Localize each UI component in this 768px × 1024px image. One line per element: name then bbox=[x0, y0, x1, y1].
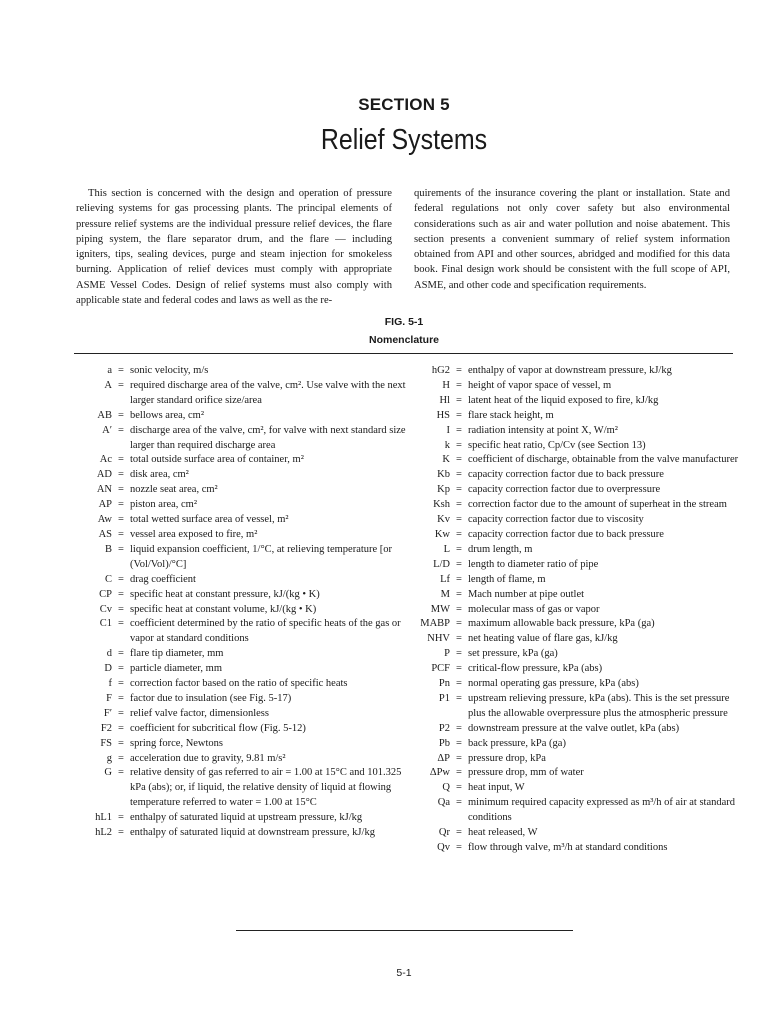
term-definition: coefficient determined by the ratio of specific heats of the gas or vapor at standard conditions bbox=[130, 618, 401, 645]
intro-paragraph-right: quirements of the insurance covering the plant or installation. State and federal regulations not only cover safety but also environmental considerations such as air and water pollution and noise abatement. This section presents a convenient summary of relief system information obtained from API and other sources, abridged and modified for this data book. Final design work should be consistent with the full scope of API, ASME, and other code and specification requirements. bbox=[414, 188, 730, 291]
term-definition: relief valve factor, dimensionless bbox=[130, 707, 269, 719]
term-definition: enthalpy of saturated liquid at upstream pressure, kJ/kg bbox=[130, 812, 363, 824]
term-symbol: L/D bbox=[433, 558, 450, 570]
term-definition: minimum required capacity expressed as m³/h of air at standard conditions bbox=[468, 797, 736, 824]
term-symbol: G bbox=[104, 767, 112, 779]
top-rule bbox=[74, 353, 733, 354]
term-definition: total wetted surface area of vessel, m² bbox=[130, 514, 289, 526]
term-symbol: hL2 bbox=[95, 827, 112, 839]
term-symbol: F bbox=[106, 692, 112, 704]
term-symbol: AP bbox=[98, 499, 112, 511]
term-symbol: P bbox=[444, 648, 450, 660]
nomenclature-row: a = sonic velocity, m/s bbox=[76, 364, 406, 379]
term-symbol: Ksh bbox=[433, 499, 450, 511]
term-definition: heat input, W bbox=[468, 782, 525, 794]
term-definition: length to diameter ratio of pipe bbox=[468, 558, 599, 570]
nomenclature-row: P1 = upstream relieving pressure, kPa (abs). This is the set pressure plus the allowable overpressure plus the atmospheric pressure bbox=[414, 692, 744, 722]
term-definition: flare stack height, m bbox=[468, 409, 554, 421]
term-symbol: hG2 bbox=[431, 365, 450, 376]
term-symbol: MW bbox=[430, 603, 450, 615]
nomenclature-row: ΔP = pressure drop, kPa bbox=[414, 752, 744, 767]
term-definition: normal operating gas pressure, kPa (abs) bbox=[468, 678, 639, 690]
term-symbol: Pb bbox=[438, 737, 450, 749]
term-symbol: C1 bbox=[99, 618, 112, 630]
term-symbol: k bbox=[444, 439, 450, 451]
term-symbol: PCF bbox=[431, 663, 450, 675]
term-symbol: A bbox=[104, 379, 112, 391]
term-symbol: Hl bbox=[439, 394, 450, 406]
nomenclature-row: A′ = discharge area of the valve, cm², for valve with next standard size larger than required discharge area bbox=[76, 424, 406, 454]
term-definition: disk area, cm² bbox=[130, 469, 189, 481]
term-symbol: C bbox=[104, 573, 112, 585]
term-definition: drum length, m bbox=[468, 543, 533, 555]
nomenclature-row: g = acceleration due to gravity, 9.81 m/s² bbox=[76, 752, 406, 767]
term-symbol: B bbox=[104, 543, 112, 555]
term-symbol: AD bbox=[96, 469, 112, 481]
nomenclature-row: I = radiation intensity at point X, W/m² bbox=[414, 424, 744, 439]
term-definition: pressure drop, kPa bbox=[468, 752, 546, 764]
figure-number: FIG. 5-1 bbox=[384, 316, 424, 328]
nomenclature-row: Ksh = correction factor due to the amount of superheat in the stream bbox=[414, 498, 744, 513]
term-definition: total outside surface area of container, m² bbox=[130, 454, 304, 466]
term-symbol: CP bbox=[99, 588, 112, 600]
nomenclature-row: Q = heat input, W bbox=[414, 781, 744, 796]
term-definition: heat released, W bbox=[468, 827, 538, 839]
nomenclature-row: f = correction factor based on the ratio of specific heats bbox=[76, 677, 406, 692]
term-definition: Mach number at pipe outlet bbox=[468, 588, 585, 600]
term-symbol: F2 bbox=[100, 722, 112, 734]
nomenclature-row: Lf = length of flame, m bbox=[414, 573, 744, 588]
nomenclature-row: Kb = capacity correction factor due to back pressure bbox=[414, 468, 744, 483]
nomenclature-row: HS = flare stack height, m bbox=[414, 409, 744, 424]
term-definition: bellows area, cm² bbox=[130, 409, 204, 421]
term-symbol: Kb bbox=[437, 469, 450, 481]
nomenclature-row: Cv = specific heat at constant volume, kJ/(kg • K) bbox=[76, 603, 406, 618]
term-symbol: a bbox=[107, 365, 112, 376]
nomenclature-left-column bbox=[76, 364, 406, 841]
nomenclature-row: Aw = total wetted surface area of vessel, m² bbox=[76, 513, 406, 528]
nomenclature-row: MABP = maximum allowable back pressure, kPa (ga) bbox=[414, 617, 744, 632]
nomenclature-row: Kp = capacity correction factor due to overpressure bbox=[414, 483, 744, 498]
bottom-rule bbox=[236, 930, 573, 931]
nomenclature-row: G = relative density of gas referred to air = 1.00 at 15°C and 101.325 kPa (abs); or, if liquid, the relative density of liquid at flowing temperature referred to water = 1.00 at 15°C bbox=[76, 766, 406, 811]
term-definition: height of vapor space of vessel, m bbox=[468, 379, 612, 391]
nomenclature-row: Kv = capacity correction factor due to viscosity bbox=[414, 513, 744, 528]
nomenclature-row: AD = disk area, cm² bbox=[76, 468, 406, 483]
term-definition: enthalpy of saturated liquid at downstream pressure, kJ/kg bbox=[130, 827, 375, 839]
nomenclature-row: P = set pressure, kPa (ga) bbox=[414, 647, 744, 662]
term-definition: back pressure, kPa (ga) bbox=[468, 737, 566, 749]
term-definition: radiation intensity at point X, W/m² bbox=[468, 424, 618, 436]
nomenclature-row: P2 = downstream pressure at the valve outlet, kPa (abs) bbox=[414, 722, 744, 737]
page-number: 5-1 bbox=[396, 967, 412, 979]
figure-title: Nomenclature bbox=[368, 334, 440, 346]
nomenclature-row: NHV = net heating value of flare gas, kJ/kg bbox=[414, 632, 744, 647]
term-symbol: ΔPw bbox=[429, 767, 450, 779]
term-definition: acceleration due to gravity, 9.81 m/s² bbox=[130, 752, 286, 764]
term-definition: liquid expansion coefficient, 1/°C, at relieving temperature [or (Vol/Vol)/°C] bbox=[130, 543, 393, 570]
nomenclature-row: AS = vessel area exposed to fire, m² bbox=[76, 528, 406, 543]
nomenclature-row: M = Mach number at pipe outlet bbox=[414, 588, 744, 603]
nomenclature-row: L/D = length to diameter ratio of pipe bbox=[414, 558, 744, 573]
term-symbol: f bbox=[108, 678, 112, 690]
term-definition: relative density of gas referred to air = 1.00 at 15°C and 101.325 kPa (abs); or, if liquid, the relative density of liquid at flowing temperature referred to water = 1.00 at 15°C bbox=[130, 767, 402, 809]
term-definition: length of flame, m bbox=[468, 573, 546, 585]
term-definition: nozzle seat area, cm² bbox=[130, 484, 218, 496]
nomenclature-row: Hl = latent heat of the liquid exposed to fire, kJ/kg bbox=[414, 394, 744, 409]
nomenclature-row: D = particle diameter, mm bbox=[76, 662, 406, 677]
term-definition: factor due to insulation (see Fig. 5-17) bbox=[130, 692, 292, 704]
term-definition: upstream relieving pressure, kPa (abs). This is the set pressure plus the allowable overpressure plus the atmospheric pressure bbox=[468, 692, 730, 719]
nomenclature-row: AN = nozzle seat area, cm² bbox=[76, 483, 406, 498]
term-definition: particle diameter, mm bbox=[130, 663, 222, 675]
term-symbol: ΔP bbox=[437, 752, 450, 764]
term-symbol: g bbox=[106, 752, 112, 764]
term-definition: flow through valve, m³/h at standard conditions bbox=[468, 842, 668, 853]
term-definition: required discharge area of the valve, cm². Use valve with the next larger standard orifice size/area bbox=[130, 379, 406, 406]
term-definition: capacity correction factor due to back pressure bbox=[468, 469, 664, 481]
nomenclature-right-column bbox=[414, 364, 744, 856]
term-definition: maximum allowable back pressure, kPa (ga) bbox=[468, 618, 655, 630]
term-definition: capacity correction factor due to viscosity bbox=[468, 514, 644, 526]
term-symbol: Qv bbox=[437, 842, 450, 853]
term-symbol: AB bbox=[97, 409, 112, 421]
nomenclature-row: k = specific heat ratio, Cp/Cv (see Section 13) bbox=[414, 439, 744, 454]
term-definition: set pressure, kPa (ga) bbox=[468, 648, 558, 660]
term-definition: pressure drop, mm of water bbox=[468, 767, 584, 779]
term-symbol: D bbox=[104, 663, 112, 675]
term-symbol: Lf bbox=[440, 573, 450, 585]
term-symbol: d bbox=[106, 648, 112, 660]
term-symbol: MABP bbox=[420, 618, 450, 630]
nomenclature-row: AP = piston area, cm² bbox=[76, 498, 406, 513]
term-symbol: F′ bbox=[103, 707, 112, 719]
term-definition: capacity correction factor due to back pressure bbox=[468, 528, 664, 540]
nomenclature-row: C = drag coefficient bbox=[76, 573, 406, 588]
nomenclature-row: ΔPw = pressure drop, mm of water bbox=[414, 766, 744, 781]
nomenclature-row: K = coefficient of discharge, obtainable from the valve manufacturer bbox=[414, 453, 744, 468]
term-definition: discharge area of the valve, cm², for valve with next standard size larger than required discharge area bbox=[130, 424, 406, 451]
term-definition: specific heat at constant volume, kJ/(kg • K) bbox=[130, 603, 317, 615]
nomenclature-row: H = height of vapor space of vessel, m bbox=[414, 379, 744, 394]
nomenclature-row: hG2 = enthalpy of vapor at downstream pressure, kJ/kg bbox=[414, 364, 744, 379]
term-symbol: Cv bbox=[99, 603, 112, 615]
term-symbol: P2 bbox=[438, 722, 450, 734]
term-definition: coefficient for subcritical flow (Fig. 5-12) bbox=[130, 722, 306, 734]
nomenclature-row: Qa = minimum required capacity expressed as m³/h of air at standard conditions bbox=[414, 796, 744, 826]
term-definition: correction factor based on the ratio of specific heats bbox=[130, 678, 348, 690]
term-symbol: Kp bbox=[437, 484, 450, 496]
nomenclature-row: C1 = coefficient determined by the ratio of specific heats of the gas or vapor at standard conditions bbox=[76, 617, 406, 647]
nomenclature-row: hL1 = enthalpy of saturated liquid at upstream pressure, kJ/kg bbox=[76, 811, 406, 826]
nomenclature-row: PCF = critical-flow pressure, kPa (abs) bbox=[414, 662, 744, 677]
term-symbol: L bbox=[443, 543, 450, 555]
term-symbol: I bbox=[446, 424, 450, 436]
term-symbol: NHV bbox=[427, 633, 450, 645]
term-symbol: M bbox=[440, 588, 450, 600]
nomenclature-row: A = required discharge area of the valve, cm². Use valve with the next larger standard orifice size/area bbox=[76, 379, 406, 409]
term-definition: specific heat at constant pressure, kJ/(kg • K) bbox=[130, 588, 320, 600]
term-symbol: Aw bbox=[97, 514, 112, 526]
term-symbol: Kv bbox=[437, 514, 450, 526]
term-symbol: Q bbox=[442, 782, 450, 794]
term-definition: piston area, cm² bbox=[130, 499, 197, 511]
term-symbol: H bbox=[442, 379, 450, 391]
term-symbol: A′ bbox=[102, 424, 112, 436]
nomenclature-row: Kw = capacity correction factor due to back pressure bbox=[414, 528, 744, 543]
nomenclature-row: Pb = back pressure, kPa (ga) bbox=[414, 737, 744, 752]
term-definition: capacity correction factor due to overpressure bbox=[468, 484, 661, 496]
nomenclature-row: AB = bellows area, cm² bbox=[76, 409, 406, 424]
nomenclature-row: d = flare tip diameter, mm bbox=[76, 647, 406, 662]
term-definition: drag coefficient bbox=[130, 573, 196, 585]
section-title: Relief Systems bbox=[320, 124, 488, 156]
term-definition: coefficient of discharge, obtainable from the valve manufacturer bbox=[468, 454, 739, 466]
nomenclature-row: CP = specific heat at constant pressure, kJ/(kg • K) bbox=[76, 588, 406, 603]
term-symbol: Qr bbox=[438, 827, 450, 839]
nomenclature-row: F = factor due to insulation (see Fig. 5-17) bbox=[76, 692, 406, 707]
term-definition: flare tip diameter, mm bbox=[130, 648, 224, 660]
term-symbol: FS bbox=[100, 737, 112, 749]
nomenclature-row: F2 = coefficient for subcritical flow (Fig. 5-12) bbox=[76, 722, 406, 737]
term-symbol: AN bbox=[96, 484, 112, 496]
nomenclature-row: hL2 = enthalpy of saturated liquid at downstream pressure, kJ/kg bbox=[76, 826, 406, 841]
term-symbol: P1 bbox=[438, 692, 450, 704]
term-definition: critical-flow pressure, kPa (abs) bbox=[468, 663, 603, 675]
term-definition: latent heat of the liquid exposed to fire, kJ/kg bbox=[468, 394, 659, 406]
term-definition: vessel area exposed to fire, m² bbox=[130, 528, 258, 540]
term-symbol: Ac bbox=[99, 454, 112, 466]
term-definition: molecular mass of gas or vapor bbox=[468, 603, 600, 615]
term-definition: enthalpy of vapor at downstream pressure, kJ/kg bbox=[468, 365, 672, 376]
term-symbol: HS bbox=[436, 409, 450, 421]
nomenclature-row: MW = molecular mass of gas or vapor bbox=[414, 603, 744, 618]
term-definition: sonic velocity, m/s bbox=[130, 365, 209, 376]
term-definition: correction factor due to the amount of superheat in the stream bbox=[468, 499, 727, 511]
section-label: SECTION 5 bbox=[358, 95, 450, 114]
nomenclature-row: Qr = heat released, W bbox=[414, 826, 744, 841]
term-definition: specific heat ratio, Cp/Cv (see Section 13) bbox=[468, 439, 646, 451]
nomenclature-row: B = liquid expansion coefficient, 1/°C, at relieving temperature [or (Vol/Vol)/°C] bbox=[76, 543, 406, 573]
nomenclature-row: F′ = relief valve factor, dimensionless bbox=[76, 707, 406, 722]
nomenclature-row: FS = spring force, Newtons bbox=[76, 737, 406, 752]
intro-paragraph-left: This section is concerned with the design and operation of pressure relieving systems for gas processing plants. The principal elements of pressure relief systems are the individual pressure relief devices, the flare piping system, the flare separator drum, and the flare — including igniters, tips, sealing devices, purge and steam injection for smokeless burning. Application of relief devices must comply with appropriate ASME Vessel Codes. Design of relief systems must also comply with applicable state and federal codes and laws as well as the re- bbox=[76, 188, 392, 307]
nomenclature-row: Qv = flow through valve, m³/h at standard conditions bbox=[414, 841, 744, 856]
term-symbol: AS bbox=[98, 528, 112, 540]
term-definition: downstream pressure at the valve outlet, kPa (abs) bbox=[468, 722, 680, 734]
nomenclature-row: Ac = total outside surface area of container, m² bbox=[76, 453, 406, 468]
nomenclature-row: Pn = normal operating gas pressure, kPa (abs) bbox=[414, 677, 744, 692]
term-definition: net heating value of flare gas, kJ/kg bbox=[468, 633, 618, 645]
term-symbol: hL1 bbox=[95, 812, 112, 824]
term-symbol: Qa bbox=[437, 797, 450, 809]
term-definition: spring force, Newtons bbox=[130, 737, 224, 749]
nomenclature-row: L = drum length, m bbox=[414, 543, 744, 558]
term-symbol: K bbox=[442, 454, 450, 466]
term-symbol: Kw bbox=[434, 528, 450, 540]
term-symbol: Pn bbox=[438, 678, 450, 690]
